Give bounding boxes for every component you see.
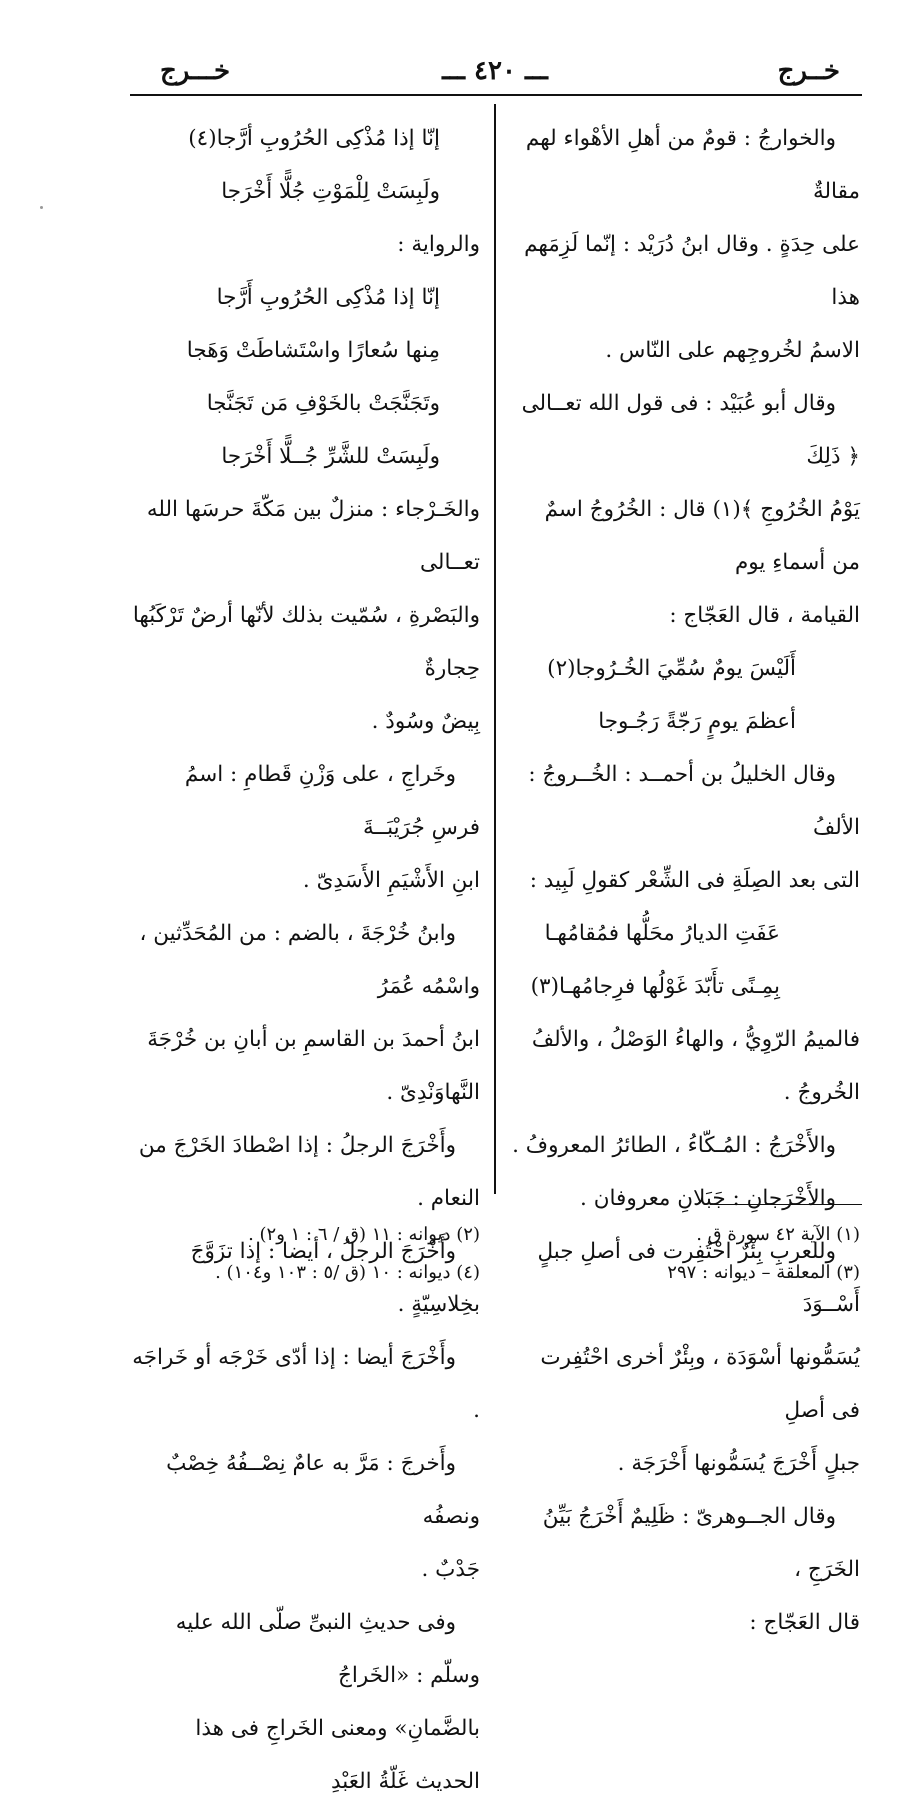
verse-line: بِمِـنًى تأَبّدَ غَوْلُها فرِجامُهـا(٣) — [530, 974, 780, 999]
footnote: (١) الآية ٤٢ سورة ق . — [696, 1224, 860, 1245]
text-line: التى بعد الصِلَةِ فى الشِّعْر كقولِ لَبِيد : — [529, 868, 860, 893]
column-divider — [494, 104, 496, 1194]
text-line: جبلٍ أَخْرَجَ يُسَمُّونها أَخْرَجَة . — [617, 1451, 860, 1476]
text-line: وأَخْرَجَ الرجلُ : إذا اصْطادَ الخَرْجَ من النعام . — [138, 1133, 480, 1211]
text-line: والرواية : — [397, 232, 480, 257]
footnote: (٢) ديوانه : ١١ (ق / ٦ : ١ و٢) . — [248, 1224, 480, 1245]
footnote-rule — [710, 1204, 862, 1205]
text-line: ابنِ الأَشْيَمِ الأَسَدِىّ . — [302, 868, 480, 893]
verse-line: إنّا إذا مُذْكِى الحُرُوبِ أرَّجا(٤) — [188, 126, 440, 151]
text-line: يَوْمُ الخُرُوجِ ﴾(١) قال : الخُرُوجُ اسمٌ من أسماءِ يوم — [544, 497, 860, 575]
text-line: على حِدَةٍ . وقال ابنُ دُرَيْد : إنّما لَزِمَهم هذا — [524, 232, 860, 310]
text-line: وقال الخليلُ بن أحمــد : الخُــروجُ : الألفُ — [528, 762, 860, 840]
text-line: وابنُ خُرْجَةَ ، بالضم : من المُحَدِّثين ، واسْمُه عُمَرُ — [139, 921, 480, 999]
verse-line: أَلَيْسَ يومٌ سُمِّيَ الخُـرُوجا(٢) — [547, 656, 796, 681]
text-line: بالضَّمانِ» ومعنى الخَراجِ فى هذا الحديث غَلّةُ العَبْدِ — [195, 1716, 480, 1794]
headword-left: خـــرج — [160, 56, 231, 86]
text-line: ابنُ أحمدَ بن القاسمِ بن أبانِ بن خُرْجَةَ النَّهاوَنْدِىّ . — [147, 1027, 480, 1105]
header-rule — [130, 94, 862, 96]
text-line: وقال الجــوهرىّ : ظَلِيمٌ أَخْرَجُ بَيِّنُ الخَرَجِ ، — [542, 1504, 860, 1582]
text-line: والخوارجُ : قومٌ من أهلِ الأهْواء لهم مقالةٌ — [525, 126, 860, 204]
text-line: القيامة ، قال العَجّاج : — [669, 603, 860, 628]
footnotes-left — [130, 1216, 480, 1292]
text-line: قال العَجّاج : — [749, 1610, 860, 1635]
page-number: ـــ ٤٢٠ ـــ — [442, 56, 548, 86]
text-line: وأَخْرَجَ أيضا : إذا أدّى خَرْجَه أو خَراجَه . — [132, 1345, 480, 1423]
verse-line: إنّا إذا مُذْكِى الحُرُوبِ أَرَّجا — [216, 285, 440, 310]
text-line: وللعربِ بِئْرٌ احْتُفِرت فى أصلِ جبلٍ أَسْــوَدَ — [537, 1239, 860, 1317]
text-line: وخَراجِ ، على وَزْنِ قَطامِ : اسمُ فرسِ جُرَيْبَــةَ — [184, 762, 480, 840]
text-line: فالميمُ الرّوِيُّ ، والهاءُ الوَصْلُ ، والألفُ الخُروجُ . — [531, 1027, 860, 1105]
verse-line: ولَبِسَتْ لِلْمَوْتِ جُلًّا أَخْرَجا — [221, 179, 440, 204]
verse-line: أعظمَ يومٍ رَجّةً رَجُـوجا — [598, 709, 796, 734]
verse-line: وتَجَنَّجَتْ بالخَوْفِ مَن تَجَنَّجا — [206, 391, 440, 416]
footnote: (٣) المعلقة – ديوانه : ٢٩٧ — [667, 1262, 860, 1283]
headword-right: خــرج — [777, 56, 840, 86]
text-line: وأَخرجَ : مَرَّ به عامٌ نِصْــفُهُ خِصْبٌ ونصفُه — [166, 1451, 480, 1529]
text-line: يُسَمُّونها أسْوَدَة ، وبِئْرٌ أخرى احْتُفِرت فى أصلِ — [540, 1345, 860, 1423]
right-column — [510, 112, 860, 1649]
footnotes-right — [510, 1216, 860, 1292]
page-header — [130, 52, 860, 96]
text-line: والبَصْرةِ ، سُمّيت بذلك لأنّها أرضٌ تَرْكَبُها حِجارةٌ — [132, 603, 480, 681]
text-line: وفى حديثِ النبىِّ صلّى الله عليه وسلّم : «الخَراجُ — [175, 1610, 480, 1688]
margin-dot — [40, 206, 43, 209]
verse-line: عَفَتِ الديارُ محَلُّها فمُقامُهـا — [544, 921, 780, 946]
footnote: (٤) ديوانه : ١٠ (ق /٥ : ١٠٣ و١٠٤) . — [215, 1262, 480, 1283]
verse-line: مِنها سُعارًا واسْتَشاطَتْ وَهَجا — [186, 338, 440, 363]
text-line: والخَـرْجاء : منزلٌ بين مَكّةَ حرسَها الله تعــالى — [146, 497, 480, 575]
text-line: الاسمُ لخُروجِهم على النّاس . — [605, 338, 860, 363]
text-line: وأَخْرَجَ الرجلُ ، أيضا : إذا تزَوَّجَ بخِلاسِيّةٍ . — [190, 1239, 480, 1317]
text-line: جَدْبٌ . — [421, 1557, 480, 1582]
text-line: بِيضٌ وسُودٌ . — [371, 709, 480, 734]
left-column — [130, 112, 480, 1808]
verse-line: ولَبِسَتْ للشَّرِّ جُــلًّا أَخْرَجا — [221, 444, 440, 469]
text-line: وقال أبو عُبَيْد : فى قول الله تعــالى ﴿ ذَلِكَ — [521, 391, 860, 469]
text-line: والأَخْرَجُ : المُـكّاءُ ، الطائرُ المعروفُ . — [512, 1133, 836, 1158]
text-line: والأَخْرَجانِ : جَبَلانِ معروفان . — [580, 1186, 836, 1211]
